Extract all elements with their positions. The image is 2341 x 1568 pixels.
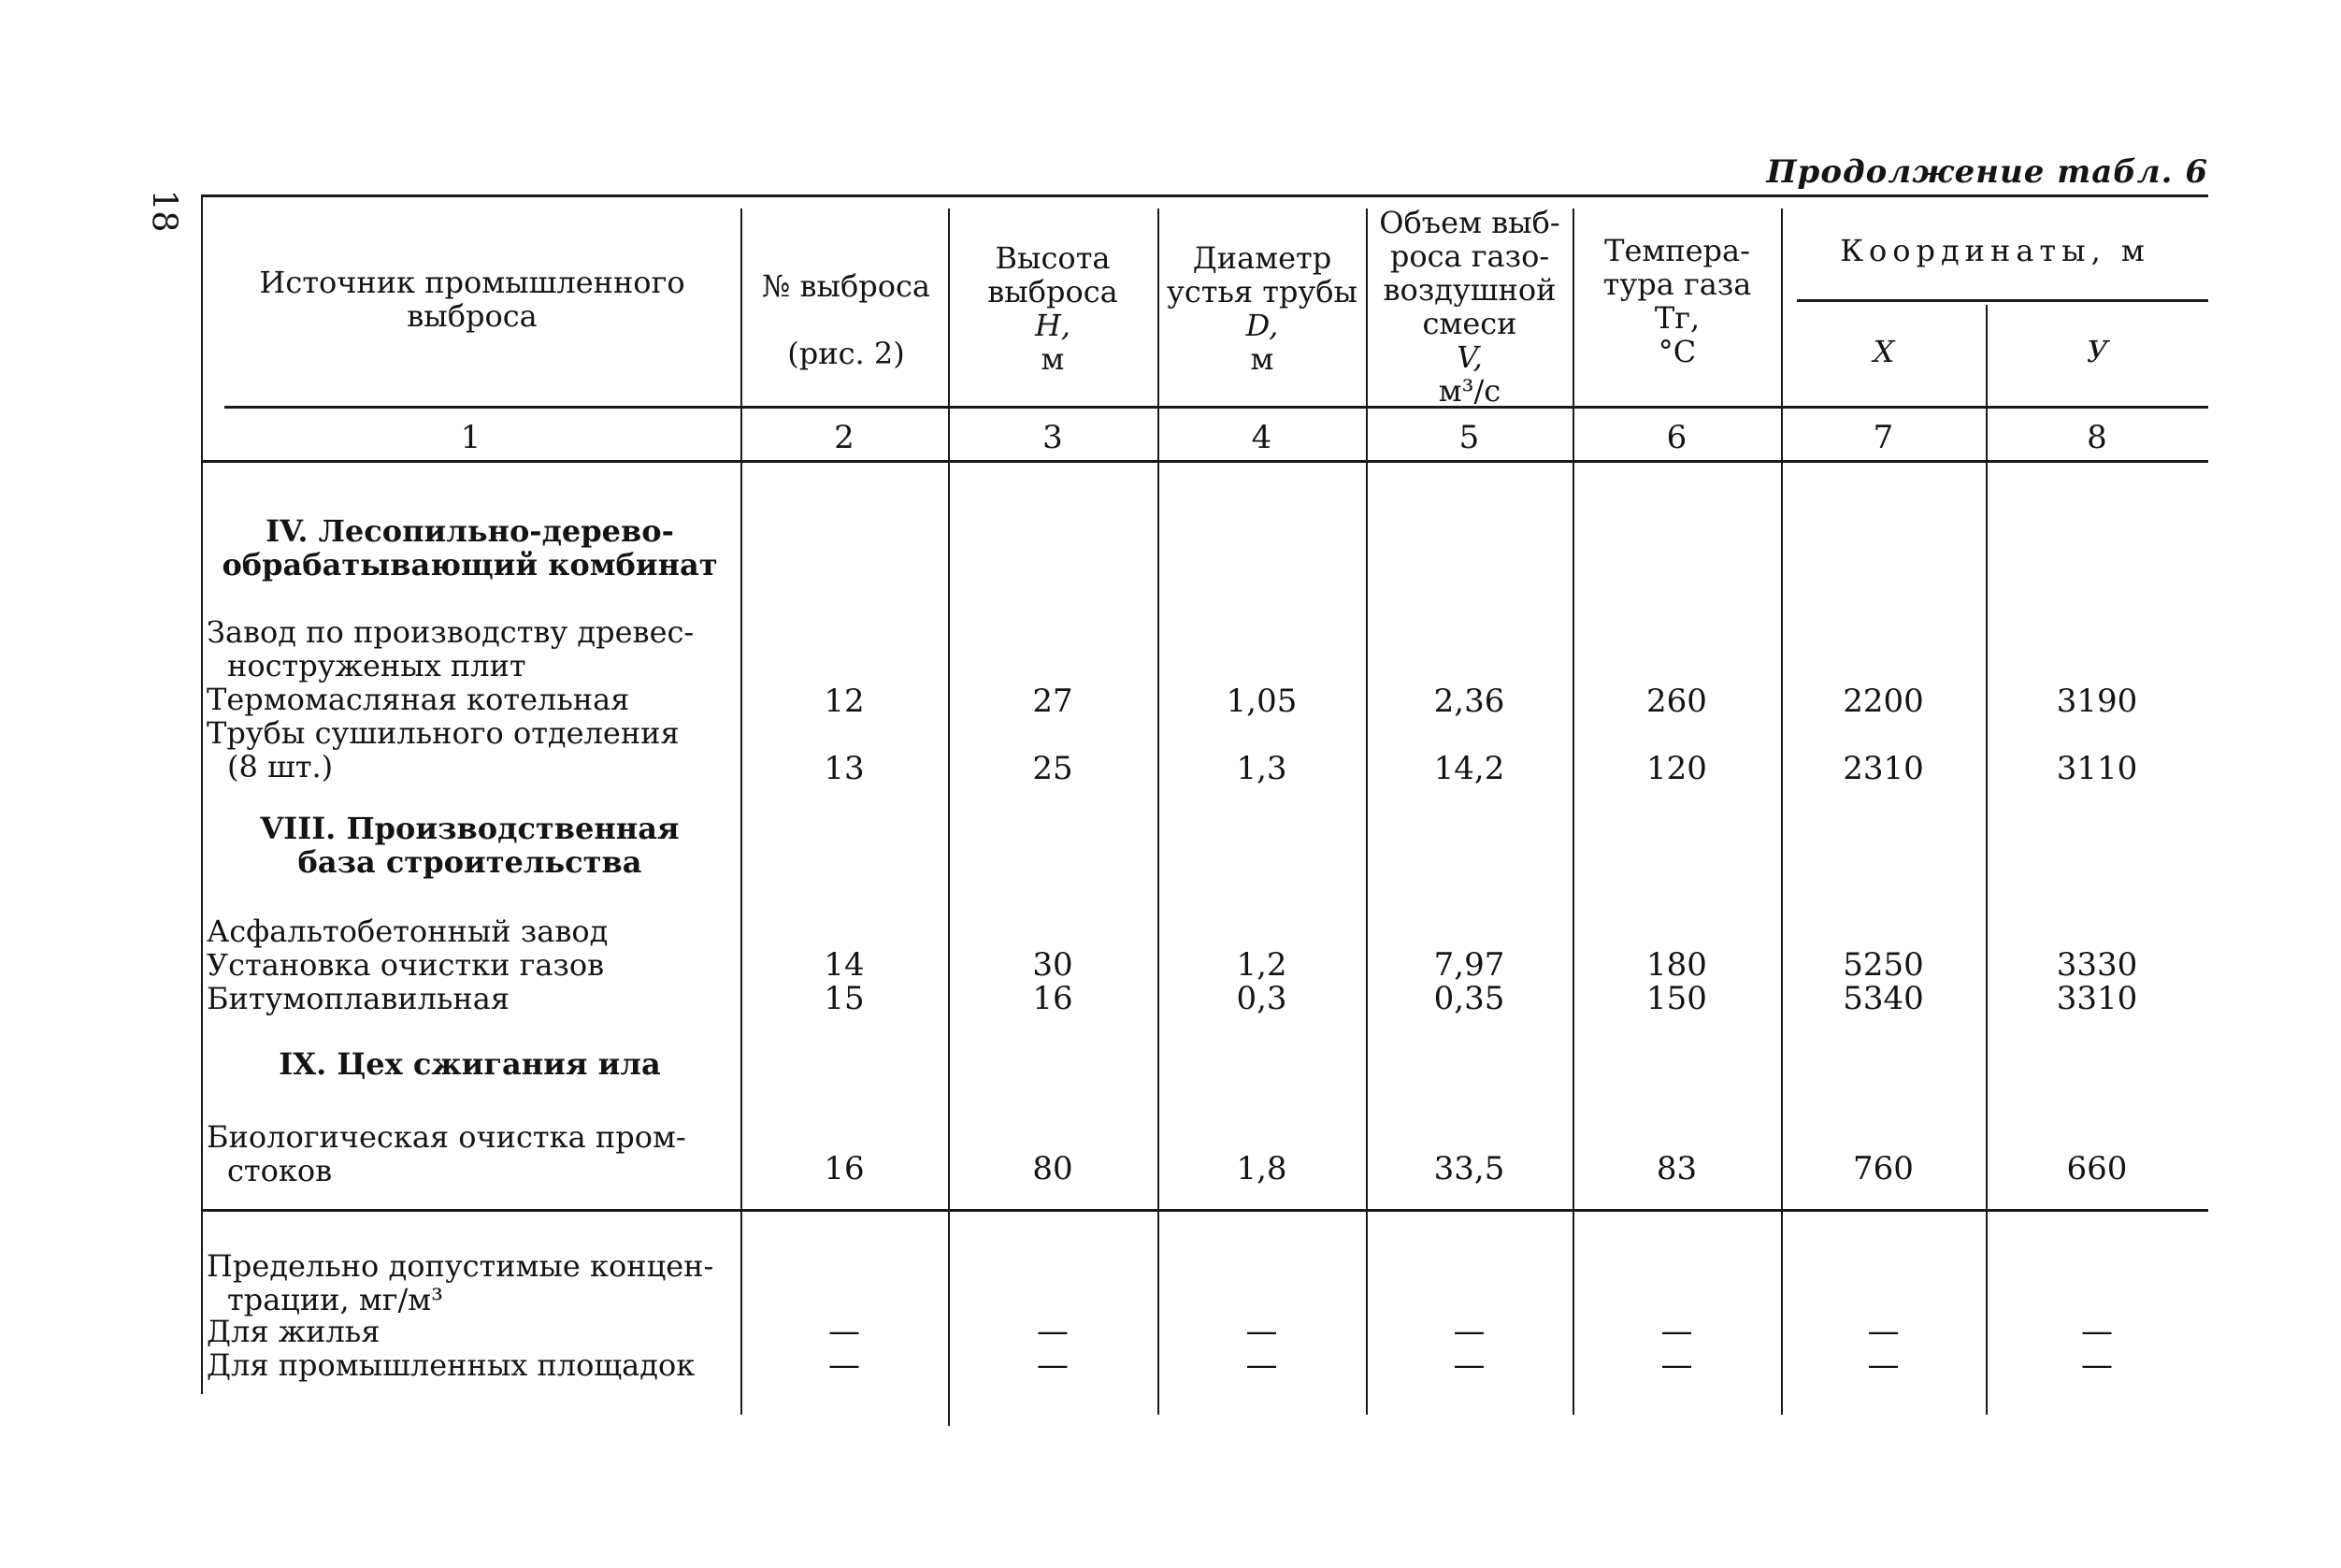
row-15-value: 5340 <box>1843 980 1924 1017</box>
row-16-value: 33,5 <box>1433 1150 1505 1187</box>
header-bottom-rule <box>224 406 2208 409</box>
coords-sub-rule <box>1797 299 2208 302</box>
limit-dash: — <box>1037 1313 1069 1350</box>
row-16-value: 80 <box>1032 1150 1073 1187</box>
row-12-value: 12 <box>824 683 865 720</box>
body-bottom-rule <box>201 1209 2208 1212</box>
continuation-caption: Продолжение табл. 6 <box>1766 153 2208 191</box>
limit-dash: — <box>1660 1313 1693 1350</box>
limit-dash: — <box>1867 1346 1900 1384</box>
row-12-value: 3190 <box>2056 683 2138 720</box>
row-14-value: 180 <box>1646 946 1707 984</box>
header-diameter: Диаметр устья трубы D, м <box>1167 240 1357 377</box>
section-viii-title: VIII. Производственная база строительства <box>260 811 680 880</box>
row-15-value: 150 <box>1646 980 1707 1017</box>
colnum-6: 6 <box>1666 419 1688 456</box>
col-divider-2 <box>740 209 742 1415</box>
col-divider-3 <box>948 209 950 1426</box>
row-14-value: 3330 <box>2056 946 2138 984</box>
data-table <box>201 194 2208 1410</box>
row-13-value: 120 <box>1646 750 1707 787</box>
row-12-value: 260 <box>1646 683 1707 720</box>
col-divider-6 <box>1573 209 1574 1415</box>
row-14-value: 5250 <box>1843 946 1924 984</box>
row-13-value: 2310 <box>1843 750 1924 787</box>
limit-dash: — <box>1660 1346 1693 1384</box>
header-temperature: Темпера- тура газа Тг, °С <box>1602 233 1752 369</box>
section-iv-title: IV. Лесопильно-дерево- обрабатывающий комбинат <box>222 513 718 583</box>
row-16-value: 760 <box>1853 1150 1914 1187</box>
row-13-value: 13 <box>824 750 865 787</box>
limit-dash: — <box>1453 1313 1486 1350</box>
colnum-3: 3 <box>1042 419 1063 456</box>
row-15-value: 15 <box>824 980 865 1017</box>
row-13-value: 3110 <box>2056 750 2138 787</box>
row-15-value: 16 <box>1032 980 1073 1017</box>
row-16-name: Биологическая очистка пром- стоков <box>207 1119 686 1188</box>
colnum-8: 8 <box>2087 419 2107 456</box>
colnum-7: 7 <box>1873 419 1894 456</box>
limit-dash: — <box>2081 1346 2113 1384</box>
header-source: Источник промышленного выброса <box>259 265 685 334</box>
row-15-value: 0,3 <box>1236 980 1287 1017</box>
limit-dash: — <box>1453 1346 1486 1384</box>
row-15-value: 3310 <box>2056 980 2138 1017</box>
col-divider-7 <box>1781 209 1783 1415</box>
row-14-value: 7,97 <box>1433 946 1505 984</box>
limit-dash: — <box>828 1346 860 1384</box>
limits-living-label: Для жилья <box>207 1314 381 1349</box>
page-number: 18 <box>144 189 183 233</box>
table-top-rule <box>201 194 2208 197</box>
limit-dash: — <box>2081 1313 2113 1350</box>
limit-dash: — <box>1867 1313 1900 1350</box>
left-border <box>201 194 203 1394</box>
row-15-value: 0,35 <box>1433 980 1505 1017</box>
row-16-value: 16 <box>824 1150 865 1187</box>
row-14-name: Установка очистки газов <box>207 947 605 983</box>
header-coord-x: X <box>1873 334 1895 369</box>
row-13-value: 25 <box>1032 750 1073 787</box>
row-12-value: 1,05 <box>1226 683 1298 720</box>
plant-label: Завод по производству древес- ноструженых плит <box>207 614 695 683</box>
row-16-value: 660 <box>2066 1150 2128 1187</box>
row-12-name: Термомасляная котельная <box>207 682 630 717</box>
asphalt-plant-label: Асфальтобетонный завод <box>207 913 609 949</box>
col-divider-8 <box>1986 305 1988 1415</box>
limit-dash: — <box>1245 1346 1278 1384</box>
row-14-value: 1,2 <box>1236 946 1287 984</box>
row-13-name: Трубы сушильного отделения (8 шт.) <box>207 715 680 784</box>
row-13-value: 14,2 <box>1433 750 1505 787</box>
colnum-4: 4 <box>1251 419 1272 456</box>
colnum-2: 2 <box>834 419 855 456</box>
col-divider-4 <box>1157 209 1159 1415</box>
row-14-value: 14 <box>824 946 865 984</box>
limit-dash: — <box>828 1313 860 1350</box>
row-15-name: Битумоплавильная <box>207 981 510 1016</box>
limit-dash: — <box>1037 1346 1069 1384</box>
row-16-value: 1,8 <box>1236 1150 1287 1187</box>
numbers-bottom-rule <box>201 460 2208 463</box>
header-height: Высота выброса H, м <box>987 240 1118 377</box>
limit-dash: — <box>1245 1313 1278 1350</box>
section-ix-title: IX. Цех сжигания ила <box>279 1046 661 1082</box>
row-13-value: 1,3 <box>1236 750 1287 787</box>
row-16-value: 83 <box>1656 1150 1698 1187</box>
row-12-value: 27 <box>1032 683 1073 720</box>
row-12-value: 2,36 <box>1433 683 1505 720</box>
row-14-value: 30 <box>1032 946 1073 984</box>
colnum-1: 1 <box>460 419 481 456</box>
header-coord-y: У <box>2086 334 2109 369</box>
limits-title: Предельно допустимые концен- трации, мг/м³ <box>207 1248 714 1317</box>
header-emission-number: № выброса (рис. 2) <box>762 268 930 371</box>
header-coordinates: Координаты, м <box>1840 233 2150 268</box>
row-12-value: 2200 <box>1843 683 1924 720</box>
colnum-5: 5 <box>1458 419 1480 456</box>
limits-industrial-label: Для промышленных площадок <box>207 1347 696 1383</box>
header-volume: Объем выб- роса газо- воздушной смеси V, м³/с <box>1379 205 1560 409</box>
